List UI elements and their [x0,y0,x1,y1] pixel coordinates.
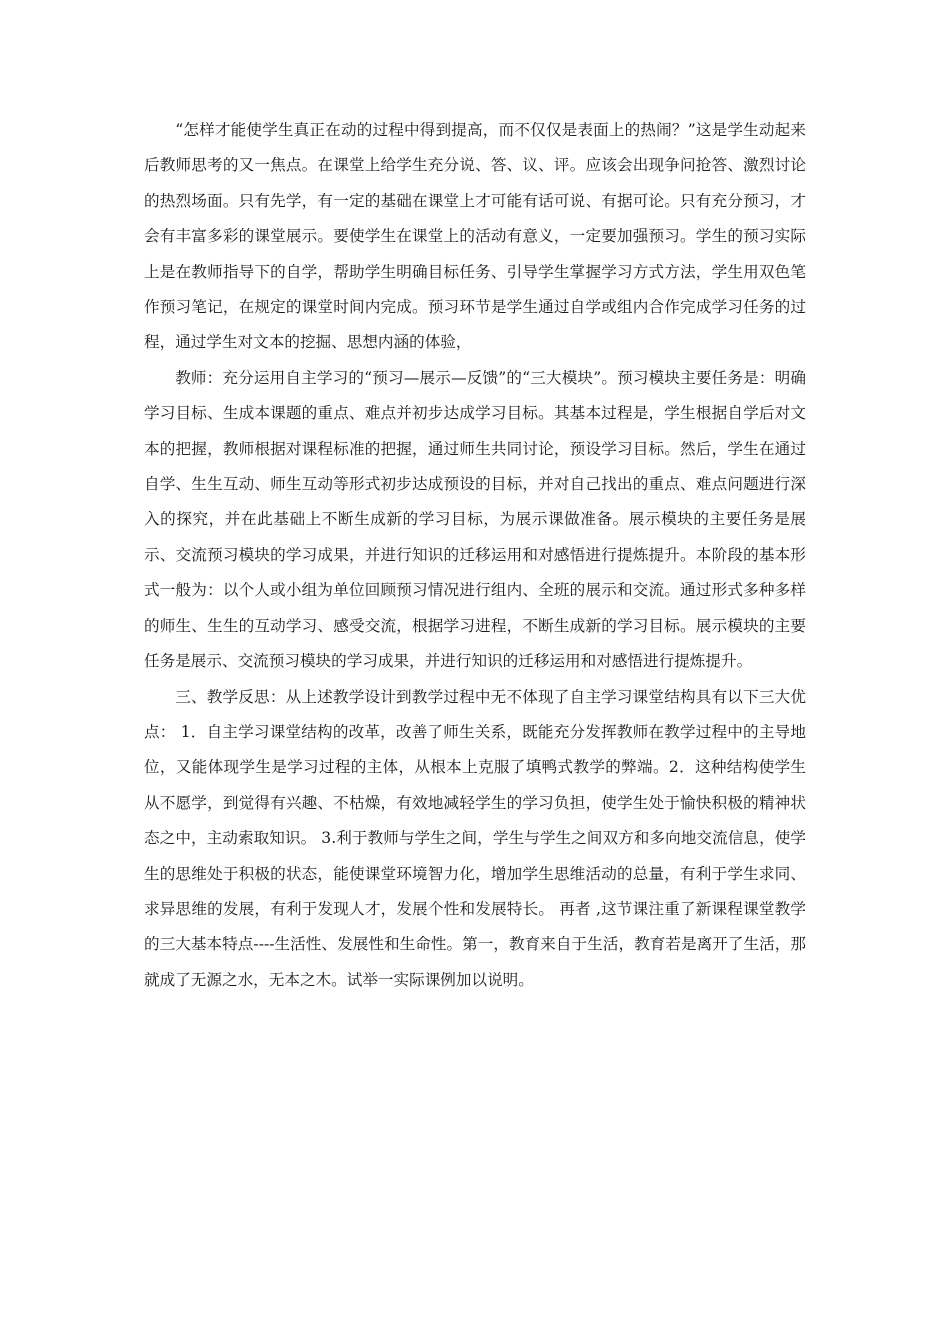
paragraph-preview-discussion: “怎样才能使学生真正在动的过程中得到提高，而不仅仅是表面上的热闹？”这是学生动起来后教师思考的又一焦点。在课堂上给学生充分说、答、议、评。应该会出现争问抢答、激烈讨论的热烈场面。只有先学，有一定的基础在课堂上才可能有话可说、有据可论。只有充分预习，才会有丰富多彩的课堂展示。要使学生在课堂上的活动有意义，一定要加强预习。学生的预习实际上是在教师指导下的自学，帮助学生明确目标任务、引导学生掌握学习方式方法，学生用双色笔作预习笔记，在规定的课堂时间内完成。预习环节是学生通过自学或组内合作完成学习任务的过程，通过学生对文本的挖掘、思想内涵的体验， [144,121,806,352]
document-body [144,113,806,998]
paragraph-three-modules: 教师：充分运用自主学习的“预习—展示—反馈”的“三大模块”。预习模块主要任务是：明确学习目标、生成本课题的重点、难点并初步达成学习目标。其基本过程是，学生根据自学后对文本的把握，教师根据对课程标准的把握，通过师生共同讨论，预设学习目标。然后，学生在通过自学、生生互动、师生互动等形式初步达成预设的目标，并对自己找出的重点、难点问题进行深入的探究，并在此基础上不断生成新的学习目标，为展示课做准备。展示模块的主要任务是展示、交流预习模块的学习成果，并进行知识的迁移运用和对感悟进行提炼提升。本阶段的基本形式一般为：以个人或小组为单位回顾预习情况进行组内、全班的展示和交流。通过形式多种多样的师生、生生的互动学习、感受交流，根据学习进程，不断生成新的学习目标。展示模块的主要任务是展示、交流预习模块的学习成果，并进行知识的迁移运用和对感悟进行提炼提升。 [144,368,806,671]
paragraph-teaching-reflection: 三、教学反思：从上述教学设计到教学过程中无不体现了自主学习课堂结构具有以下三大优点： 1．自主学习课堂结构的改革，改善了师生关系，既能充分发挥教师在教学过程中的主导地位，又能体现学生是学习过程的主体，从根本上克服了填鸭式教学的弊端。2．这种结构使学生从不愿学，到觉得有兴趣、不枯燥，有效地减轻学生的学习负担，使学生处于愉快积极的精神状态之中，主动索取知识。 3.利于教师与学生之间，学生与学生之间双方和多向地交流信息，使学生的思维处于积极的状态，能使课堂环境智力化，增加学生思维活动的总量，有利于学生求同、求异思维的发展，有利于发现人才，发展个性和发展特长。 再者 ,这节课注重了新课程课堂教学的三大基本特点----生活性、发展性和生命性。第一，教育来自于生活，教育若是离开了生活，那就成了无源之水，无本之木。试举一实际课例加以说明。 [144,687,806,989]
